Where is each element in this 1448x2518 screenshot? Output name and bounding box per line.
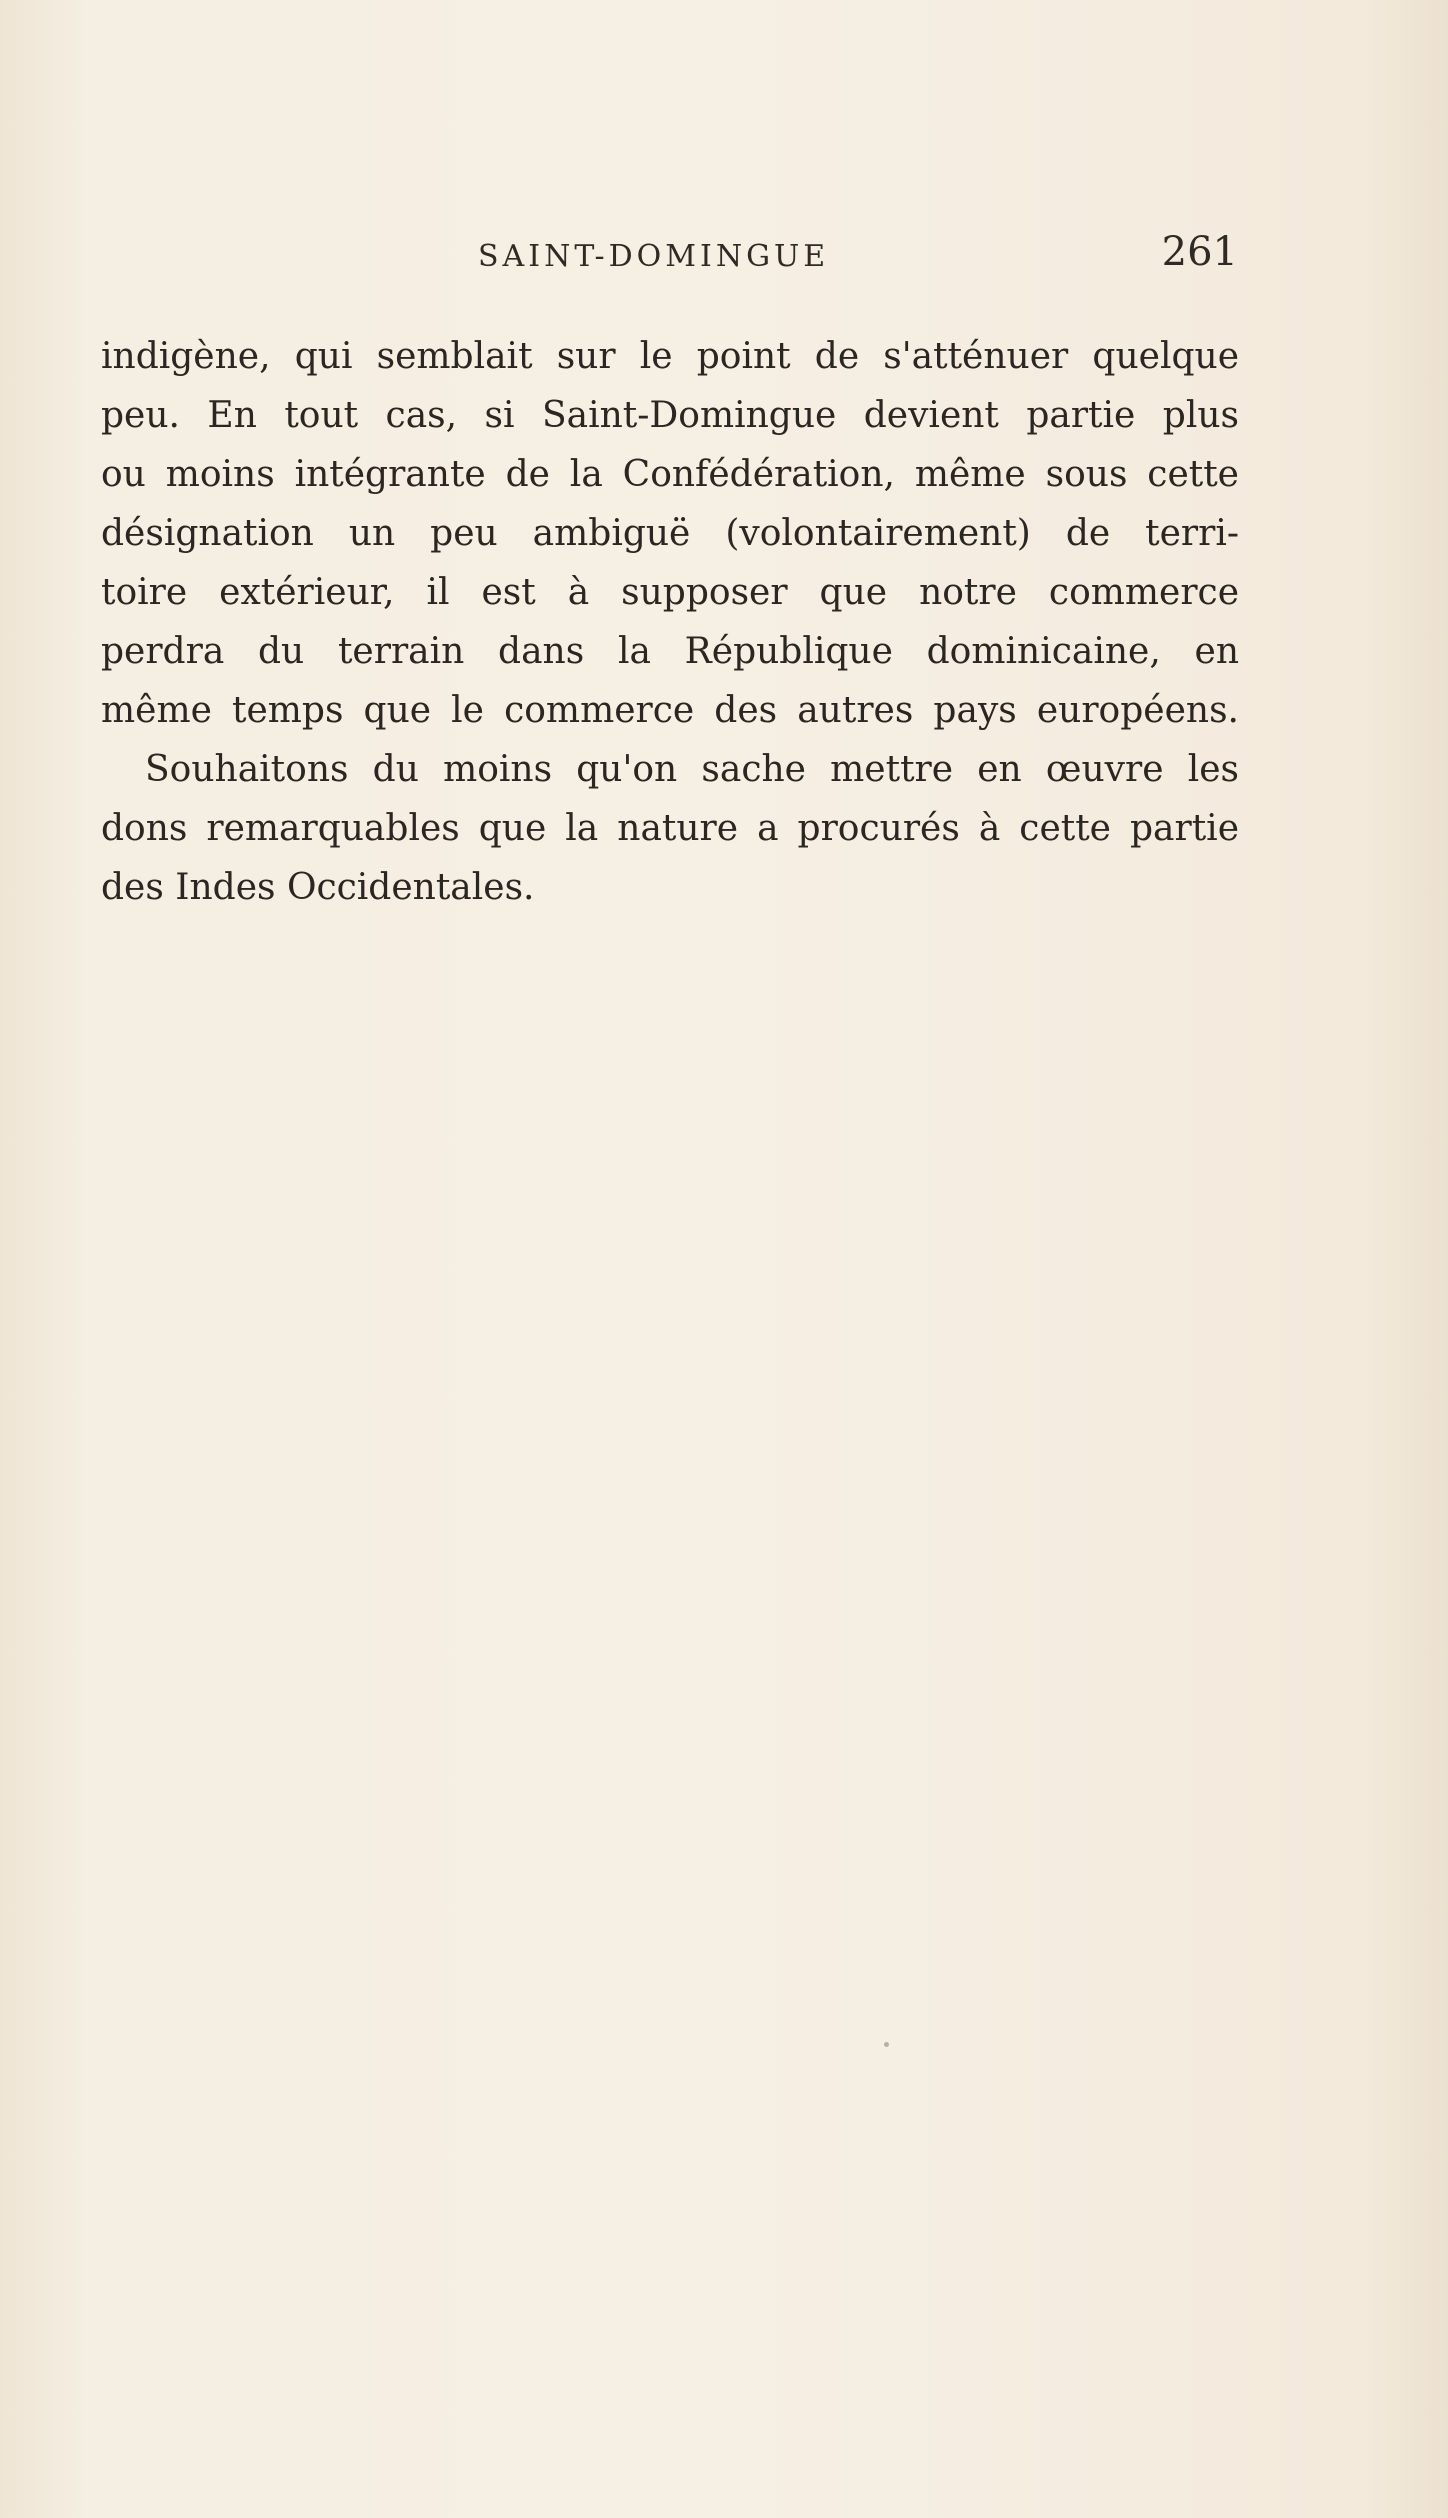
running-head: SAINT-DOMINGUE [478, 239, 830, 274]
text-line: ou moins intégrante de la Confédération, même sous cette [101, 454, 1239, 495]
text-line: même temps que le commerce des autres pays européens. [101, 690, 1239, 731]
text-line: peu. En tout cas, si Saint-Domingue devient partie plus [101, 395, 1239, 436]
text-line: indigène, qui semblait sur le point de s'atténuer quelque [101, 336, 1239, 377]
text-line: perdra du terrain dans la République dominicaine, en [101, 631, 1239, 672]
text-line: désignation un peu ambiguë (volontairement) de terri- [101, 513, 1239, 554]
text-line: Souhaitons du moins qu'on sache mettre en œuvre les [145, 749, 1239, 790]
page-number: 261 [1161, 229, 1238, 275]
text-line: des Indes Occidentales. [101, 867, 535, 908]
body-text [101, 327, 1239, 917]
page-header [0, 225, 1448, 285]
paper-speck [884, 2042, 889, 2047]
text-line: dons remarquables que la nature a procurés à cette partie [101, 808, 1239, 849]
text-line: toire extérieur, il est à supposer que notre commerce [101, 572, 1239, 613]
